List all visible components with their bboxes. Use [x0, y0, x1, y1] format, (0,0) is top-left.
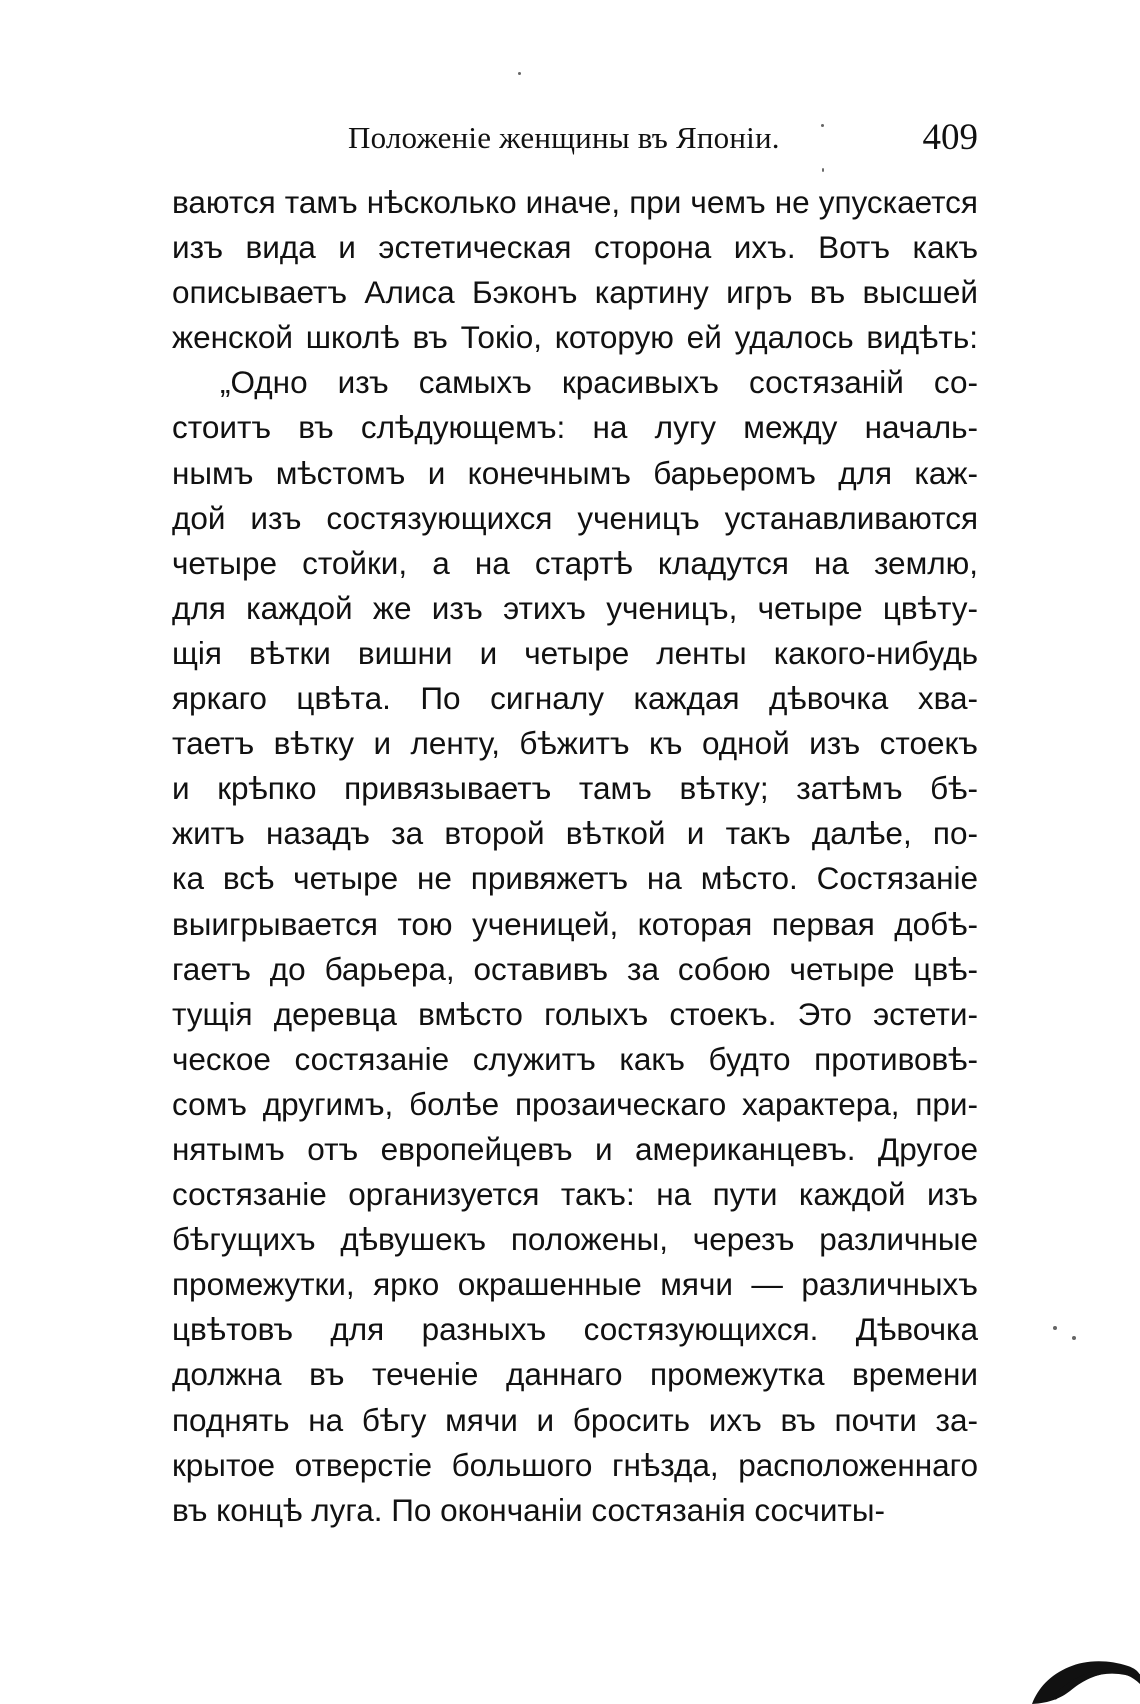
page-number: 409 — [922, 117, 978, 158]
running-title: Положеніе женщины въ Японіи. — [348, 120, 780, 155]
text-line: должна въ теченіе даннаго промежутка времени — [172, 1356, 978, 1393]
text-line: сомъ другимъ, болѣе прозаическаго характера, при- — [172, 1085, 978, 1122]
text-line: женской школѣ въ Токіо, которую ей удалось видѣть: — [172, 319, 978, 356]
text-line: описываетъ Алиса Бэконъ картину игръ въ высшей — [172, 274, 978, 311]
text-line: щія вѣтки вишни и четыре ленты какого-нибудь — [172, 634, 978, 671]
text-line: яркаго цвѣта. По сигналу каждая дѣвочка хва- — [172, 680, 978, 717]
text-line: изъ вида и эстетическая сторона ихъ. Вотъ какъ — [172, 229, 978, 266]
text-line: стоитъ въ слѣдующемъ: на лугу между началь- — [172, 409, 978, 446]
text-line: нымъ мѣстомъ и конечнымъ барьеромъ для каж- — [172, 454, 978, 491]
text-line: промежутки, ярко окрашенные мячи — различныхъ — [172, 1266, 978, 1303]
text-line: поднять на бѣгу мячи и бросить ихъ въ почти за- — [172, 1401, 978, 1438]
text-line: тущія деревца вмѣсто голыхъ стоекъ. Это эстети- — [172, 995, 978, 1032]
text-line: состязаніе организуется такъ: на пути каждой изъ — [172, 1176, 978, 1213]
text-line: бѣгущихъ дѣвушекъ положены, черезъ различные — [172, 1221, 978, 1258]
text-line: для каждой же изъ этихъ ученицъ, четыре цвѣту- — [172, 589, 978, 626]
text-line: крытое отверстіе большого гнѣзда, расположеннаго — [172, 1446, 978, 1483]
scan-dot — [518, 72, 521, 75]
text-line: и крѣпко привязываетъ тамъ вѣтку; затѣмъ бѣ- — [172, 770, 978, 807]
text-line: въ концѣ луга. По окончаніи состязанія сосчиты- — [172, 1491, 885, 1528]
running-head — [172, 116, 978, 166]
text-line: гаетъ до барьера, оставивъ за собою четыре цвѣ- — [172, 950, 978, 987]
text-line: ка всѣ четыре не привяжетъ на мѣсто. Состязаніе — [172, 860, 978, 897]
body-text — [172, 180, 978, 1533]
scan-dot — [1053, 1326, 1057, 1330]
text-line: четыре стойки, а на стартѣ кладутся на землю, — [172, 544, 978, 581]
text-line: дой изъ состязующихся ученицъ устанавливаются — [172, 499, 978, 536]
text-line: ческое состязаніе служитъ какъ будто противовѣ- — [172, 1040, 978, 1077]
text-line: таетъ вѣтку и ленту, бѣжитъ къ одной изъ стоекъ — [172, 725, 978, 762]
text-line: нятымъ отъ европейцевъ и американцевъ. Другое — [172, 1130, 978, 1167]
text-line: житъ назадъ за второй вѣткой и такъ далѣе, по- — [172, 815, 978, 852]
text-line: ваются тамъ нѣсколько иначе, при чемъ не упускается — [172, 184, 978, 220]
text-line: цвѣтовъ для разныхъ состязующихся. Дѣвочка — [172, 1311, 978, 1348]
scan-dot — [821, 124, 824, 127]
text-line: выигрывается тою ученицей, которая первая добѣ- — [172, 905, 978, 942]
text-line: „Одно изъ самыхъ красивыхъ состязаній со- — [220, 364, 978, 401]
page-corner-ornament-icon — [1030, 1646, 1140, 1704]
scan-dot — [822, 168, 824, 172]
scan-dot — [1072, 1336, 1076, 1340]
